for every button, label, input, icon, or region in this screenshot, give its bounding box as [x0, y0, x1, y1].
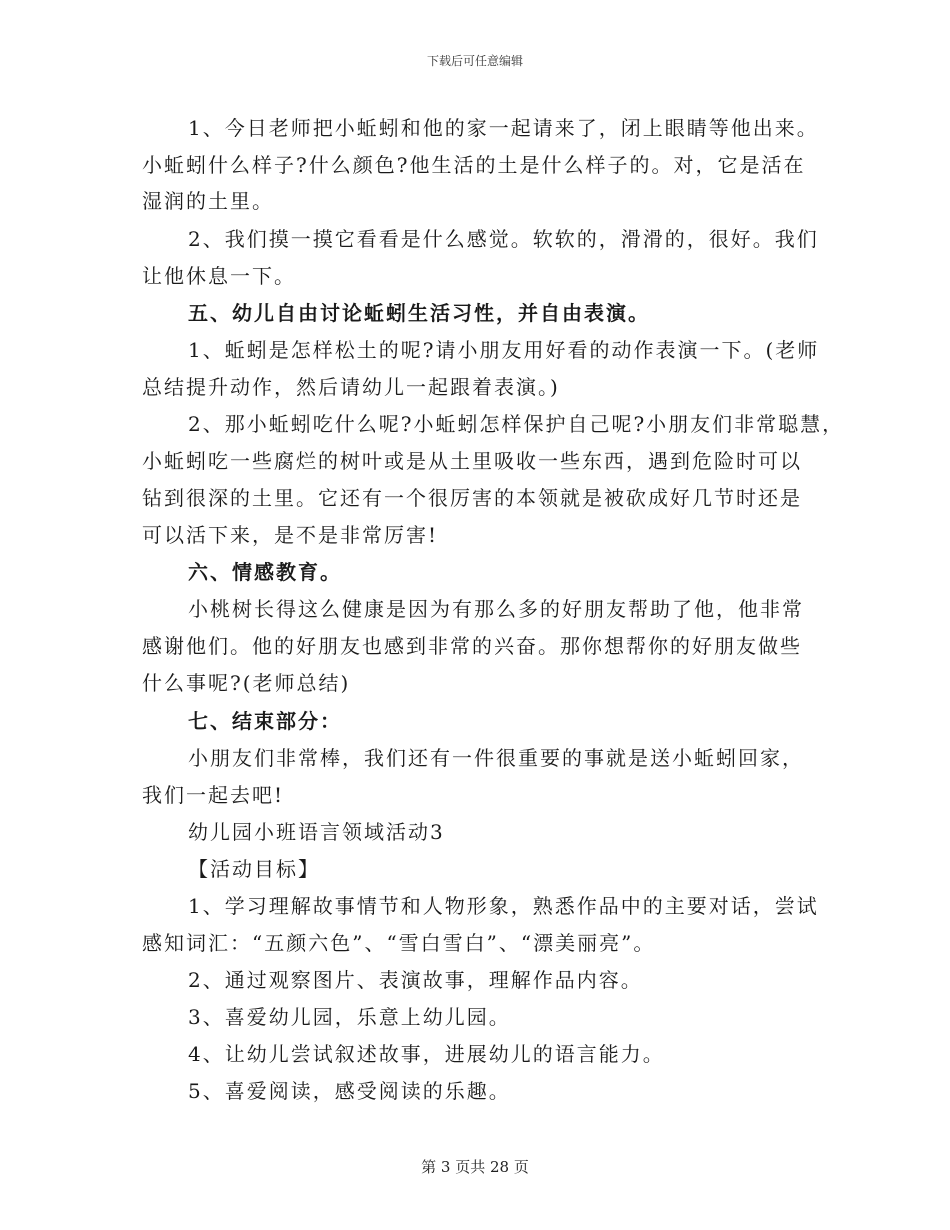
paragraph-line: 2、那小蚯蚓吃什么呢?小蚯蚓怎样保护自己呢?小朋友们非常聪慧， — [188, 412, 845, 436]
paragraph-line: 3、喜爱幼儿园，乐意上幼儿园。 — [188, 1005, 511, 1029]
paragraph-line: 我们一起去吧! — [142, 783, 285, 807]
paragraph-line: 钻到很深的土里。它还有一个很厉害的本领就是被砍成好几节时还是 — [142, 486, 802, 510]
paragraph-line: 2、我们摸一摸它看看是什么感觉。软软的，滑滑的，很好。我们 — [188, 227, 819, 251]
page-footer: 第 3 页共 28 页 — [421, 1158, 529, 1176]
subsection-heading: 【活动目标】 — [188, 857, 320, 881]
paragraph-line: 小蚯蚓什么样子?什么颜色?他生活的土是什么样子的。对，它是活在 — [142, 153, 806, 177]
paragraph-line: 湿润的土里。 — [142, 189, 274, 213]
paragraph-line: 5、喜爱阅读，感受阅读的乐趣。 — [188, 1079, 511, 1103]
section-heading: 六、情感教育。 — [188, 560, 342, 584]
paragraph-line: 小朋友们非常棒，我们还有一件很重要的事就是送小蚯蚓回家， — [188, 746, 804, 770]
activity-title: 幼儿园小班语言领域活动3 — [188, 820, 445, 844]
paragraph-line: 让他休息一下。 — [142, 264, 296, 288]
paragraph-line: 感知词汇：“五颜六色”、“雪白雪白”、“漂美丽亮”。 — [142, 931, 656, 955]
section-heading: 七、结束部分： — [188, 709, 342, 733]
paragraph-line: 小蚯蚓吃一些腐烂的树叶或是从土里吸收一些东西，遇到危险时可以 — [142, 449, 802, 473]
page-header: 下载后可任意编辑 — [426, 54, 523, 68]
paragraph-line: 1、今日老师把小蚯蚓和他的家一起请来了，闭上眼睛等他出来。 — [188, 116, 819, 140]
paragraph-line: 小桃树长得这么健康是因为有那么多的好朋友帮助了他，他非常 — [188, 597, 804, 621]
paragraph-line: 可以活下来，是不是非常厉害! — [142, 523, 439, 547]
paragraph-line: 感谢他们。他的好朋友也感到非常的兴奋。那你想帮你的好朋友做些 — [142, 634, 802, 658]
paragraph-line: 什么事呢?(老师总结) — [142, 671, 351, 695]
paragraph-line: 4、让幼儿尝试叙述故事，进展幼儿的语言能力。 — [188, 1042, 665, 1066]
paragraph-line: 总结提升动作，然后请幼儿一起跟着表演。) — [142, 375, 560, 399]
paragraph-line: 2、通过观察图片、表演故事，理解作品内容。 — [188, 968, 643, 992]
paragraph-line: 1、学习理解故事情节和人物形象，熟悉作品中的主要对话，尝试 — [188, 894, 819, 918]
section-heading: 五、幼儿自由讨论蚯蚓生活习性，并自由表演。 — [188, 301, 650, 325]
paragraph-line: 1、蚯蚓是怎样松土的呢?请小朋友用好看的动作表演一下。(老师 — [188, 338, 820, 362]
